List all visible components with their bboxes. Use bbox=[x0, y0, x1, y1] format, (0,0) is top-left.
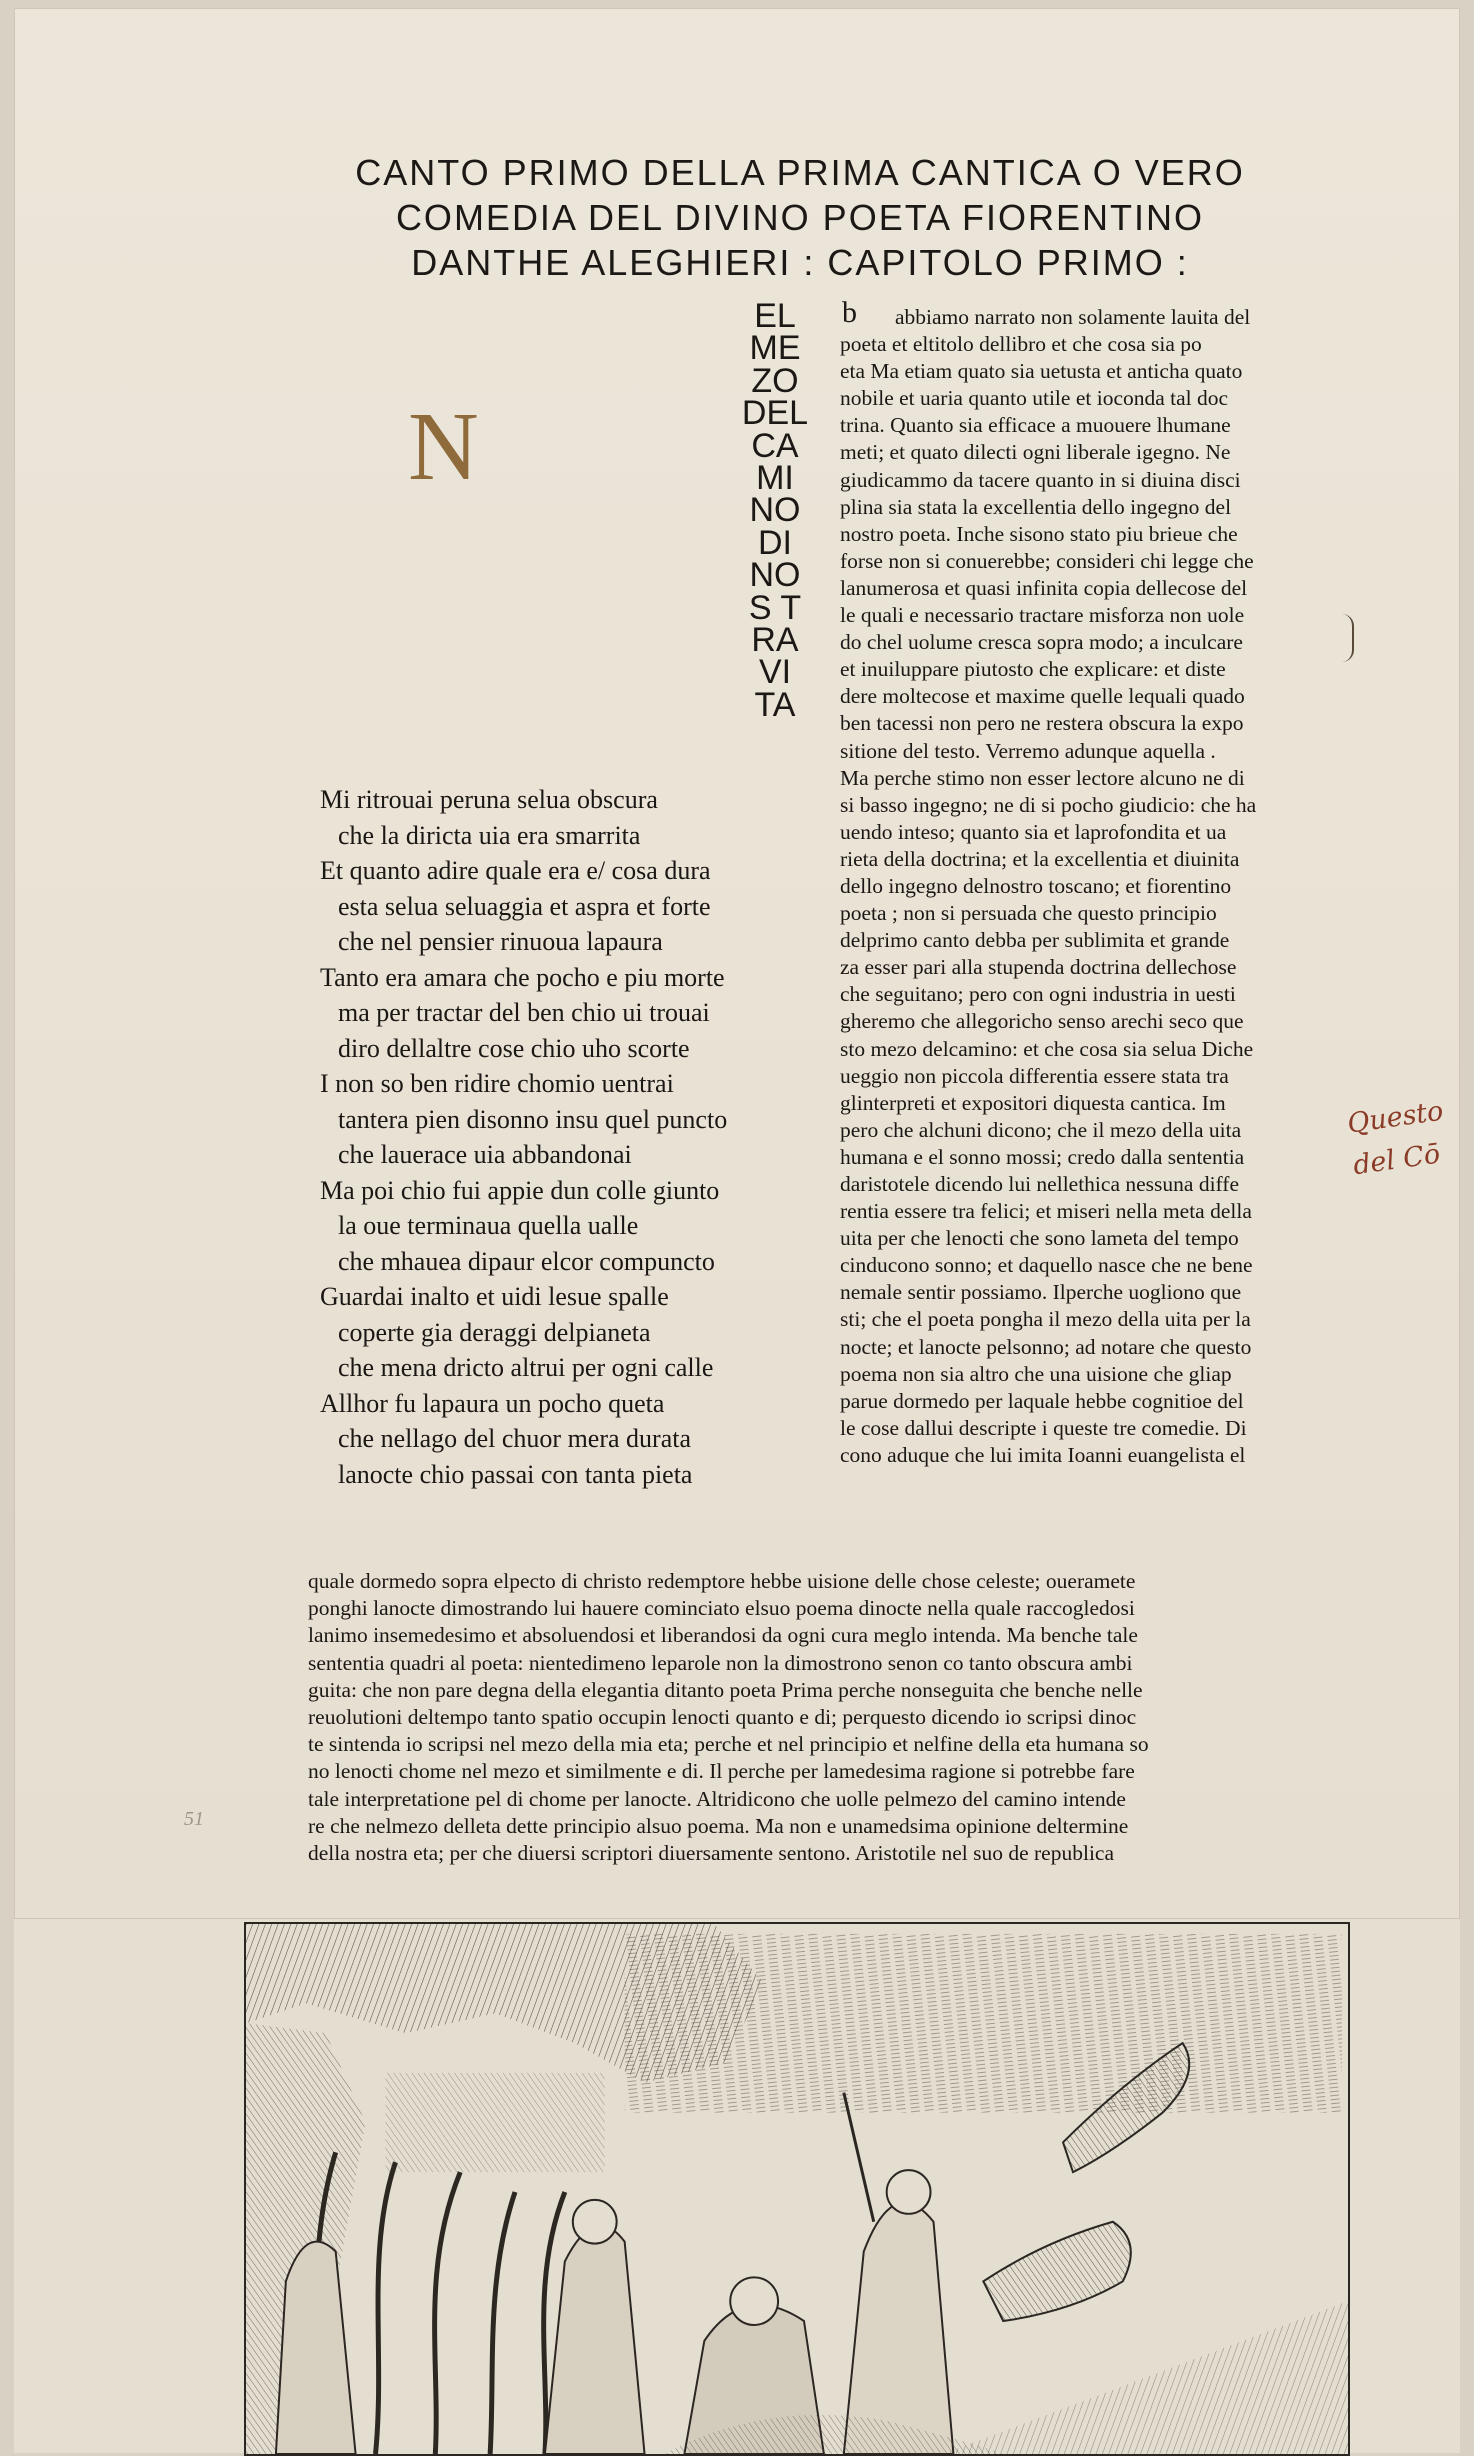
commentary-drop-letter: b bbox=[842, 296, 857, 329]
commentary-line: nobile et uaria quanto utile et ioconda tal doc bbox=[840, 386, 1229, 411]
incipit-line: ME bbox=[749, 329, 801, 368]
commentary-wide-line: ponghi lanocte dimostrando lui hauere cominciato elsuo poema dinocte nella quale raccogledosi bbox=[308, 1596, 1135, 1621]
title-line: COMEDIA DEL DIVINO POETA FIORENTINO bbox=[395, 197, 1205, 238]
commentary-line: meti; et quato dilecti ogni liberale igegno. Ne bbox=[840, 440, 1231, 465]
incipit-line: S T bbox=[748, 588, 802, 627]
verse-line: che mhauea dipaur elcor compuncto bbox=[338, 1246, 715, 1276]
incipit-line: DI bbox=[758, 523, 792, 562]
commentary-wide-block bbox=[308, 1568, 1338, 1867]
decorated-initial: N bbox=[408, 393, 479, 501]
commentary-line: si basso ingegno; ne di si pocho giudicio: che ha bbox=[840, 792, 1257, 817]
marginal-annotation bbox=[1345, 1089, 1466, 1187]
commentary-line: ben tacessi non pero ne restera obscura la expo bbox=[840, 711, 1244, 736]
commentary-line: uendo inteso; quanto sia et laprofondita et ua bbox=[840, 819, 1227, 844]
commentary-line: nostro poeta. Inche sisono stato piu brieue che bbox=[840, 521, 1238, 546]
commentary-line: plina sia stata la excellentia dello ingegno del bbox=[840, 494, 1232, 519]
commentary-line: cinducono sonno; et daquello nasce che ne bene bbox=[840, 1253, 1253, 1278]
incipit-line: ZO bbox=[751, 361, 799, 400]
commentary-line: sti; che el poeta pongha il mezo della uita per la bbox=[840, 1307, 1251, 1332]
margin-bracket bbox=[1342, 614, 1354, 662]
verse-line: I non so ben ridire chomio uentrai bbox=[320, 1069, 674, 1098]
commentary-line: rieta della doctrina; et la excellentia et diuinita bbox=[840, 846, 1240, 871]
incipit-column bbox=[730, 297, 820, 724]
commentary-line: za esser pari alla stupenda doctrina dellechose bbox=[840, 955, 1237, 980]
commentary-line: uita per che lenocti che sono lameta del tempo bbox=[840, 1226, 1239, 1251]
commentary-line: Ma perche stimo non esser lectore alcuno ne di bbox=[840, 765, 1245, 790]
incipit-line: NO bbox=[749, 556, 801, 595]
verse-line: ma per tractar del ben chio ui trouai bbox=[338, 998, 710, 1027]
commentary-line: eta Ma etiam quato sia uetusta et anticha quato bbox=[840, 359, 1243, 384]
commentary-wide-line: te sintenda io scripsi nel mezo della mia eta; perche et nel principio et nelfine della eta humana so bbox=[308, 1732, 1149, 1757]
commentary-line: glinterpreti et expositori diquesta cantica. Im bbox=[840, 1090, 1226, 1115]
commentary-line: poema non sia altro che una uisione che gliap bbox=[840, 1361, 1232, 1386]
verse-line: tantera pien disonno insu quel puncto bbox=[338, 1104, 728, 1134]
folio-number: 51 bbox=[184, 1808, 204, 1830]
verse-block bbox=[320, 782, 810, 1492]
commentary-line: poeta et eltitolo dellibro et che cosa sia po bbox=[840, 332, 1202, 357]
incipit-line: EL bbox=[754, 297, 796, 335]
commentary-wide-line: tale interpretatione pel di chome per lanocte. Altridicono che uolle pelmezo del camino intende bbox=[308, 1786, 1126, 1811]
margin-note-line: del Cō bbox=[1351, 1138, 1443, 1182]
commentary-line: forse non si conuerebbe; consideri chi legge che bbox=[840, 548, 1254, 573]
commentary-line: parue dormedo per laquale hebbe cognitioe del bbox=[840, 1388, 1244, 1413]
commentary-line: le cose dallui descripte i queste tre comedie. Di bbox=[840, 1415, 1247, 1440]
verse-line: lanocte chio passai con tanta pieta bbox=[338, 1459, 693, 1489]
commentary-wide-line: no lenocti chome nel mezo et similmente e di. Il perche per lamedesima ragione si potrebbe fare bbox=[308, 1759, 1135, 1784]
verse-line: la oue terminaua quella ualle bbox=[338, 1211, 639, 1240]
verse-line: che lauerace uia abbandonai bbox=[338, 1140, 632, 1169]
commentary-line: pero che alchuni dicono; che il mezo della uita bbox=[840, 1117, 1242, 1142]
verse-line: che la diricta uia era smarrita bbox=[338, 820, 641, 850]
verse-line: Et quanto adire quale era e/ cosa dura bbox=[320, 856, 711, 885]
verse-line: diro dellaltre cose chio uho scorte bbox=[338, 1033, 690, 1063]
commentary-line: daristotele dicendo lui nellethica nessuna diffe bbox=[840, 1172, 1240, 1196]
commentary-wide-line: lanimo insemedesimo et absoluendosi et liberandosi da ogni cura meglo intenda. Ma benche tale bbox=[308, 1623, 1138, 1648]
engraving-illustration bbox=[244, 1922, 1350, 2456]
verse-line: che nel pensier rinuoua lapaura bbox=[338, 927, 663, 956]
commentary-line: che seguitano; pero con ogni industria in uesti bbox=[840, 982, 1236, 1007]
verse-line: Guardai inalto et uidi lesue spalle bbox=[320, 1282, 669, 1311]
commentary-line: giudicammo da tacere quanto in si diuina disci bbox=[840, 467, 1241, 492]
title-line: CANTO PRIMO DELLA PRIMA CANTICA O VERO bbox=[355, 152, 1245, 193]
commentary-line: et inuiluppare piutosto che explicare: et diste bbox=[840, 657, 1226, 682]
incipit-line: MI bbox=[756, 459, 794, 498]
title-line: DANTHE ALEGHIERI : CAPITOLO PRIMO : bbox=[411, 242, 1189, 283]
commentary-line: trina. Quanto sia efficace a muouere lhumane bbox=[840, 413, 1231, 438]
verse-line: Mi ritrouai peruna selua obscura bbox=[320, 785, 658, 814]
commentary-line: dere moltecose et maxime quelle lequali quado bbox=[840, 684, 1245, 709]
verse-line: che nellago del chuor mera durata bbox=[338, 1424, 691, 1453]
verse-line: coperte gia deraggi delpianeta bbox=[338, 1317, 651, 1347]
incipit-line: CA bbox=[751, 426, 799, 465]
commentary-wide-line: reuolutioni deltempo tanto spatio occupin lenocti quanto e di; perquesto dicendo io scripsi dinoc bbox=[308, 1705, 1137, 1730]
commentary-wide-line: sententia quadri al poeta: nientedimeno leparole non la dimostrono senon co tanto obscura ambi bbox=[308, 1650, 1133, 1675]
incipit-line: NO bbox=[749, 491, 801, 530]
commentary-line: sto mezo delcamino: et che cosa sia selua Diche bbox=[840, 1036, 1254, 1061]
commentary-wide-line: quale dormedo sopra elpecto di christo redemptore hebbe uisione delle chose celeste; oueramete bbox=[308, 1569, 1136, 1593]
incipit-line: RA bbox=[751, 621, 799, 660]
verse-line: esta selua seluaggia et aspra et forte bbox=[338, 891, 711, 921]
commentary-line: nemale sentir possiamo. Ilperche uogliono que bbox=[840, 1280, 1242, 1305]
commentary-line: humana e el sonno mossi; credo dalla sententia bbox=[840, 1144, 1245, 1169]
commentary-line: sitione del testo. Verremo adunque aquella . bbox=[840, 738, 1216, 763]
commentary-wide-line: guita: che non pare degna della elegantia ditanto poeta Prima perche nonseguita che benche nelle bbox=[308, 1677, 1143, 1702]
commentary-line: gheremo che allegoricho senso arechi seco que bbox=[840, 1009, 1244, 1034]
incipit-line: DEL bbox=[741, 394, 809, 433]
commentary-wide-line: della nostra eta; per che diuersi scriptori diuersamente sentono. Aristotile nel suo de republica bbox=[308, 1841, 1114, 1866]
engraving-image bbox=[246, 1924, 1348, 2454]
commentary-line: nocte; et lanocte pelsonno; ad notare che questo bbox=[840, 1334, 1252, 1359]
verse-line: che mena dricto altrui per ogni calle bbox=[338, 1353, 714, 1382]
page-title bbox=[320, 150, 1280, 285]
commentary-line: abbiamo narrato non solamente lauita del bbox=[895, 305, 1251, 329]
commentary-line: lanumerosa et quasi infinita copia dellecose del bbox=[840, 575, 1248, 600]
incipit-line: VI bbox=[758, 653, 792, 692]
commentary-line: le quali e necessario tractare misforza non uole bbox=[840, 603, 1245, 628]
commentary-line: poeta ; non si persuada che questo principio bbox=[840, 901, 1217, 926]
verse-line: Ma poi chio fui appie dun colle giunto bbox=[320, 1175, 720, 1205]
margin-note-line: Questo bbox=[1345, 1095, 1446, 1140]
verse-line: Allhor fu lapaura un pocho queta bbox=[320, 1388, 665, 1418]
commentary-line: rentia essere tra felici; et miseri nella meta della bbox=[840, 1199, 1252, 1224]
incipit-line: TA bbox=[754, 685, 796, 724]
commentary-line: ueggio non piccola differentia essere stata tra bbox=[840, 1063, 1229, 1088]
commentary-line: cono aduque che lui imita Ioanni euangelista el bbox=[840, 1442, 1246, 1467]
commentary-line: delprimo canto debba per sublimita et grande bbox=[840, 928, 1230, 953]
commentary-line: dello ingegno delnostro toscano; et fiorentino bbox=[840, 873, 1232, 898]
verse-line: Tanto era amara che pocho e piu morte bbox=[320, 962, 725, 992]
commentary-wide-line: re che nelmezo delleta dette principio alsuo poema. Ma non e unamedsima opinione deltermine bbox=[308, 1813, 1129, 1838]
commentary-column bbox=[840, 304, 1332, 1469]
commentary-line: do chel uolume cresca sopra modo; a inculcare bbox=[840, 630, 1243, 655]
